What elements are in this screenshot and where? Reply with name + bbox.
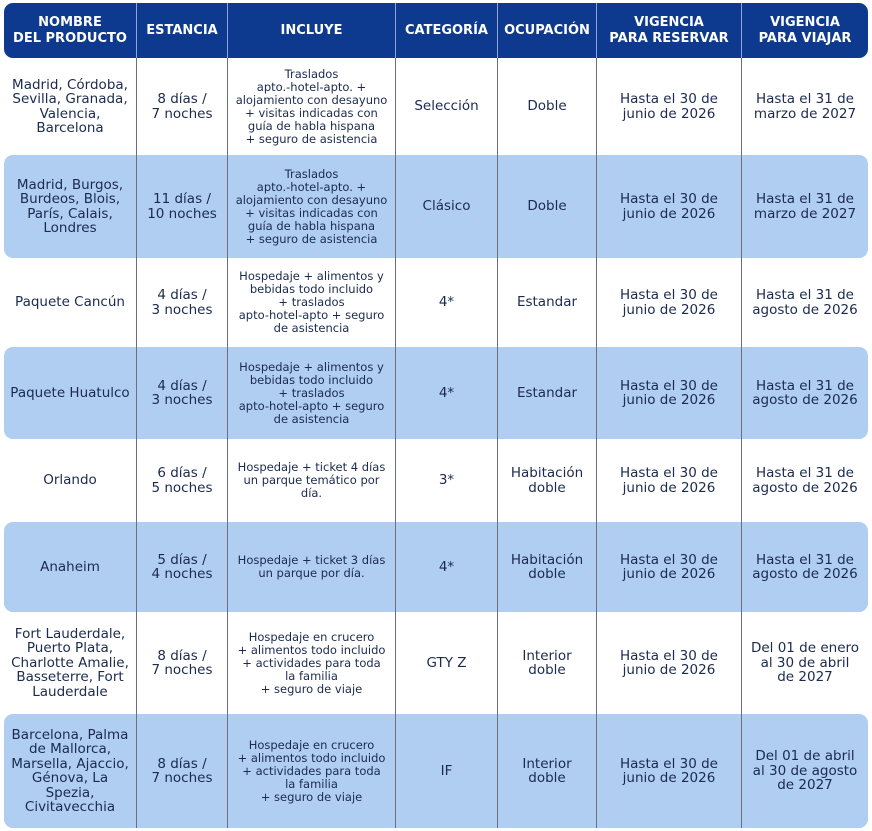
text-line: de Mallorca, bbox=[28, 741, 112, 757]
cell-text bbox=[439, 473, 454, 488]
category-cell bbox=[395, 258, 497, 347]
cell-text bbox=[620, 92, 718, 121]
text-line: Paquete Cancún bbox=[15, 294, 125, 311]
cell-text bbox=[441, 764, 453, 779]
text-line: VIGENCIA bbox=[770, 14, 840, 30]
product-name-cell bbox=[4, 522, 136, 612]
text-line: 10 noches bbox=[147, 205, 217, 222]
cell-text bbox=[236, 168, 388, 246]
occupancy-cell bbox=[497, 714, 596, 828]
cell-text bbox=[426, 656, 466, 671]
text-line: doble bbox=[528, 662, 566, 678]
text-line: agosto de 2026 bbox=[752, 392, 858, 408]
cell-text bbox=[439, 560, 454, 575]
header-product-name bbox=[4, 3, 136, 58]
cell-text bbox=[236, 68, 388, 146]
cell-text bbox=[753, 749, 858, 793]
text-line: bebidas todo incluido bbox=[249, 372, 374, 387]
product-name-cell bbox=[4, 439, 136, 522]
occupancy-cell bbox=[497, 347, 596, 439]
text-line: Habitación bbox=[510, 551, 584, 568]
stay-cell bbox=[136, 439, 227, 522]
product-name-cell bbox=[4, 612, 136, 714]
cell-text bbox=[151, 379, 212, 408]
cell-text bbox=[13, 15, 127, 47]
cell-text bbox=[12, 78, 128, 136]
includes-cell bbox=[227, 612, 395, 714]
header-includes bbox=[227, 3, 395, 58]
occupancy-cell bbox=[497, 258, 596, 347]
text-line: 3 noches bbox=[151, 301, 213, 318]
text-line: de 2027 bbox=[777, 777, 833, 794]
text-line: Civitavecchia bbox=[24, 799, 116, 815]
text-line: + actividades para toda bbox=[242, 655, 381, 670]
text-line: apto.-hotel-apto. + bbox=[256, 79, 367, 94]
table-header bbox=[4, 3, 868, 58]
table-row bbox=[4, 58, 868, 155]
text-line: Puerto Plata, bbox=[26, 640, 114, 657]
text-line: Burdeos, Blois, bbox=[19, 191, 121, 207]
occupancy-cell bbox=[497, 522, 596, 612]
text-line: Barcelona, Palma bbox=[11, 726, 129, 743]
cell-text bbox=[15, 295, 125, 310]
text-line: + actividades para toda bbox=[242, 763, 381, 778]
header-category bbox=[395, 3, 497, 58]
text-line: Fort Lauderdale, bbox=[14, 625, 126, 642]
text-line: Madrid, Burgos, bbox=[16, 176, 124, 193]
travel-validity-cell bbox=[741, 155, 868, 258]
cell-text bbox=[11, 627, 129, 700]
cell-text bbox=[751, 641, 859, 685]
cell-text bbox=[239, 361, 385, 426]
text-line: 8 días / bbox=[157, 91, 207, 107]
stay-cell bbox=[136, 522, 227, 612]
text-line: doble bbox=[528, 566, 566, 582]
text-line: + seguro de viaje bbox=[260, 681, 363, 696]
text-line: DEL PRODUCTO bbox=[13, 30, 127, 46]
cell-text bbox=[151, 649, 212, 678]
booking-validity-cell bbox=[596, 58, 741, 155]
text-line: 4 días / bbox=[157, 377, 207, 394]
text-line: 4* bbox=[438, 384, 455, 401]
cell-text bbox=[151, 553, 212, 582]
includes-cell bbox=[227, 347, 395, 439]
text-line: Sevilla, Granada, bbox=[12, 91, 128, 107]
text-line: al 30 de agosto bbox=[752, 762, 858, 779]
text-line: 7 noches bbox=[151, 105, 213, 122]
text-line: Hospedaje + alimentos y bbox=[239, 359, 384, 374]
text-line: día. bbox=[300, 486, 323, 500]
cell-text bbox=[146, 23, 217, 39]
text-line: 5 días / bbox=[157, 551, 207, 568]
text-line: Hospedaje + ticket 4 días bbox=[237, 460, 386, 474]
stay-cell bbox=[136, 155, 227, 258]
product-name-cell bbox=[4, 58, 136, 155]
text-line: París, Calais, bbox=[27, 205, 113, 222]
product-table bbox=[4, 3, 868, 828]
stay-cell bbox=[136, 714, 227, 828]
text-line: OCUPACIÓN bbox=[504, 22, 590, 38]
cell-text bbox=[43, 473, 97, 488]
text-line: de asistencia bbox=[273, 411, 350, 426]
text-line: apto-hotel-apto + seguro bbox=[238, 398, 385, 413]
booking-validity-cell bbox=[596, 347, 741, 439]
text-line: 7 noches bbox=[151, 770, 213, 786]
text-line: Del 01 de enero bbox=[750, 640, 860, 657]
text-line: 5 noches bbox=[151, 479, 213, 496]
cell-text bbox=[511, 553, 583, 582]
product-name-cell bbox=[4, 155, 136, 258]
text-line: bebidas todo incluido bbox=[249, 282, 374, 296]
text-line: 3* bbox=[438, 472, 455, 489]
booking-validity-cell bbox=[596, 258, 741, 347]
text-line: Spezia, bbox=[45, 784, 95, 801]
cell-text bbox=[504, 23, 590, 39]
cell-text bbox=[239, 270, 385, 335]
text-line: Hasta el 30 de bbox=[619, 551, 718, 568]
category-cell bbox=[395, 522, 497, 612]
includes-cell bbox=[227, 439, 395, 522]
travel-validity-cell bbox=[741, 612, 868, 714]
text-line: Hospedaje + alimentos y bbox=[239, 269, 384, 283]
text-line: 8 días / bbox=[157, 755, 207, 772]
occupancy-cell bbox=[497, 439, 596, 522]
text-line: + alimentos todo incluido bbox=[237, 750, 386, 765]
text-line: Selección bbox=[414, 98, 479, 115]
text-line: junio de 2026 bbox=[622, 770, 716, 786]
text-line: Hasta el 31 de bbox=[755, 91, 854, 107]
cell-text bbox=[522, 757, 571, 786]
text-line: junio de 2026 bbox=[622, 105, 716, 122]
text-line: Clásico bbox=[422, 198, 471, 215]
cell-text bbox=[405, 23, 488, 39]
occupancy-cell bbox=[497, 58, 596, 155]
text-line: PARA RESERVAR bbox=[609, 30, 729, 46]
text-line: + seguro de viaje bbox=[260, 789, 363, 804]
category-cell bbox=[395, 58, 497, 155]
text-line: Hasta el 31 de bbox=[755, 191, 854, 207]
text-line: IF bbox=[440, 762, 453, 779]
travel-validity-cell bbox=[741, 58, 868, 155]
header-stay bbox=[136, 3, 227, 58]
cell-text bbox=[151, 288, 212, 317]
text-line: apto-hotel-apto + seguro bbox=[238, 308, 385, 322]
text-line: un parque por día. bbox=[258, 566, 365, 580]
text-line: 4 días / bbox=[157, 287, 207, 303]
text-line: al 30 de abril bbox=[760, 654, 850, 671]
cell-text bbox=[281, 23, 343, 39]
cell-text bbox=[11, 728, 129, 815]
cell-text bbox=[439, 295, 454, 310]
includes-cell bbox=[227, 522, 395, 612]
text-line: 4 noches bbox=[151, 566, 213, 582]
cell-text bbox=[754, 192, 856, 221]
table-row bbox=[4, 522, 868, 612]
stay-cell bbox=[136, 258, 227, 347]
text-line: ESTANCIA bbox=[146, 22, 218, 38]
text-line: junio de 2026 bbox=[622, 301, 716, 318]
text-line: alojamiento con desayuno bbox=[235, 92, 388, 107]
text-line: marzo de 2027 bbox=[753, 205, 857, 222]
text-line: Madrid, Córdoba, bbox=[12, 76, 128, 93]
category-cell bbox=[395, 347, 497, 439]
text-line: + alimentos todo incluido bbox=[237, 642, 386, 657]
cell-text bbox=[147, 192, 217, 221]
text-line: guía de habla hispana bbox=[247, 218, 376, 233]
text-line: Traslados bbox=[284, 66, 339, 81]
text-line: un parque temático por bbox=[243, 473, 380, 487]
cell-text bbox=[517, 386, 577, 401]
cell-text bbox=[10, 386, 129, 401]
cell-text bbox=[609, 15, 728, 47]
text-line: Hasta el 30 de bbox=[619, 465, 718, 481]
product-name-cell bbox=[4, 258, 136, 347]
text-line: Hasta el 31 de bbox=[755, 287, 854, 303]
booking-validity-cell bbox=[596, 714, 741, 828]
text-line: la familia bbox=[285, 668, 338, 683]
table-row bbox=[4, 439, 868, 522]
text-line: agosto de 2026 bbox=[752, 479, 858, 496]
text-line: Paquete Huatulco bbox=[10, 384, 130, 401]
header-booking-validity bbox=[596, 3, 741, 58]
text-line: 11 días / bbox=[153, 191, 211, 207]
includes-cell bbox=[227, 714, 395, 828]
text-line: + seguro de asistencia bbox=[245, 131, 378, 146]
text-line: guía de habla hispana bbox=[247, 118, 376, 133]
cell-text bbox=[238, 461, 386, 500]
text-line: Hasta el 31 de bbox=[755, 377, 854, 394]
text-line: Hasta el 30 de bbox=[619, 647, 718, 664]
text-line: Interior bbox=[522, 647, 572, 664]
booking-validity-cell bbox=[596, 155, 741, 258]
cell-text bbox=[238, 739, 386, 804]
cell-text bbox=[620, 757, 718, 786]
text-line: de 2027 bbox=[777, 669, 833, 686]
text-line: + seguro de asistencia bbox=[245, 231, 378, 246]
text-line: GTY Z bbox=[426, 654, 467, 671]
text-line: Hospedaje en crucero bbox=[248, 737, 375, 752]
text-line: 4* bbox=[438, 558, 455, 575]
text-line: Valencia, bbox=[39, 105, 101, 122]
cell-text bbox=[414, 99, 478, 114]
category-cell bbox=[395, 612, 497, 714]
text-line: Londres bbox=[43, 220, 97, 236]
cell-text bbox=[40, 560, 100, 575]
text-line: Traslados bbox=[284, 166, 339, 181]
text-line: + visitas indicadas con bbox=[245, 105, 378, 120]
text-line: 8 días / bbox=[157, 647, 207, 664]
text-line: Hospedaje + ticket 3 días bbox=[237, 553, 386, 567]
travel-validity-cell bbox=[741, 258, 868, 347]
text-line: agosto de 2026 bbox=[752, 566, 858, 582]
cell-text bbox=[620, 192, 718, 221]
cell-text bbox=[620, 553, 718, 582]
cell-text bbox=[17, 178, 123, 236]
text-line: junio de 2026 bbox=[622, 205, 716, 222]
text-line: Hasta el 31 de bbox=[755, 465, 854, 481]
text-line: + traslados bbox=[278, 295, 345, 309]
travel-validity-cell bbox=[741, 439, 868, 522]
text-line: Doble bbox=[527, 198, 567, 215]
text-line: Interior bbox=[522, 755, 572, 772]
cell-text bbox=[238, 631, 386, 696]
text-line: 6 días / bbox=[157, 465, 207, 481]
text-line: la familia bbox=[285, 776, 338, 791]
text-line: Orlando bbox=[43, 472, 97, 489]
cell-text bbox=[752, 379, 858, 408]
text-line: alojamiento con desayuno bbox=[235, 192, 388, 207]
text-line: Génova, La bbox=[31, 770, 109, 786]
stay-cell bbox=[136, 347, 227, 439]
text-line: Habitación bbox=[510, 465, 584, 481]
cell-text bbox=[511, 466, 583, 495]
cell-text bbox=[752, 466, 858, 495]
text-line: Hasta el 30 de bbox=[619, 191, 718, 207]
table-row bbox=[4, 714, 868, 828]
text-line: de asistencia bbox=[273, 321, 350, 335]
text-line: + visitas indicadas con bbox=[245, 205, 378, 220]
header-occupancy bbox=[497, 3, 596, 58]
text-line: doble bbox=[528, 479, 566, 496]
occupancy-cell bbox=[497, 155, 596, 258]
cell-text bbox=[754, 92, 856, 121]
travel-validity-cell bbox=[741, 347, 868, 439]
cell-text bbox=[620, 649, 718, 678]
table-row bbox=[4, 612, 868, 714]
text-line: apto.-hotel-apto. + bbox=[256, 179, 367, 194]
text-line: 7 noches bbox=[151, 662, 213, 678]
includes-cell bbox=[227, 155, 395, 258]
booking-validity-cell bbox=[596, 522, 741, 612]
booking-validity-cell bbox=[596, 439, 741, 522]
text-line: junio de 2026 bbox=[622, 479, 716, 496]
text-line: Estandar bbox=[516, 294, 578, 311]
table-row bbox=[4, 155, 868, 258]
booking-validity-cell bbox=[596, 612, 741, 714]
text-line: Hasta el 30 de bbox=[619, 287, 718, 303]
product-name-cell bbox=[4, 347, 136, 439]
travel-validity-cell bbox=[741, 522, 868, 612]
text-line: junio de 2026 bbox=[622, 662, 716, 678]
text-line: 4* bbox=[438, 294, 455, 311]
text-line: CATEGORÍA bbox=[405, 22, 488, 38]
cell-text bbox=[517, 295, 577, 310]
text-line: junio de 2026 bbox=[622, 566, 716, 582]
cell-text bbox=[759, 15, 852, 47]
text-line: VIGENCIA bbox=[634, 14, 704, 30]
cell-text bbox=[527, 199, 566, 214]
cell-text bbox=[151, 92, 212, 121]
stay-cell bbox=[136, 612, 227, 714]
text-line: Basseterre, Fort bbox=[16, 669, 124, 686]
cell-text bbox=[151, 466, 212, 495]
cell-text bbox=[620, 379, 718, 408]
text-line: Hospedaje en crucero bbox=[248, 629, 375, 644]
cell-text bbox=[238, 554, 386, 580]
text-line: NOMBRE bbox=[38, 14, 102, 30]
stay-cell bbox=[136, 58, 227, 155]
text-line: marzo de 2027 bbox=[753, 105, 857, 122]
product-name-cell bbox=[4, 714, 136, 828]
category-cell bbox=[395, 155, 497, 258]
text-line: Del 01 de abril bbox=[755, 748, 855, 765]
text-line: Hasta el 31 de bbox=[755, 551, 854, 568]
travel-validity-cell bbox=[741, 714, 868, 828]
text-line: agosto de 2026 bbox=[752, 301, 858, 318]
cell-text bbox=[752, 553, 858, 582]
text-line: Hasta el 30 de bbox=[619, 755, 718, 772]
cell-text bbox=[151, 757, 212, 786]
text-line: Lauderdale bbox=[32, 683, 108, 700]
text-line: doble bbox=[528, 770, 566, 786]
header-travel-validity bbox=[741, 3, 868, 58]
cell-text bbox=[522, 649, 571, 678]
text-line: Estandar bbox=[516, 384, 578, 401]
category-cell bbox=[395, 714, 497, 828]
text-line: Hasta el 30 de bbox=[619, 91, 718, 107]
cell-text bbox=[439, 386, 454, 401]
text-line: junio de 2026 bbox=[622, 392, 716, 408]
text-line: Charlotte Amalie, bbox=[11, 654, 129, 671]
category-cell bbox=[395, 439, 497, 522]
table-row bbox=[4, 258, 868, 347]
text-line: Doble bbox=[527, 98, 567, 115]
occupancy-cell bbox=[497, 612, 596, 714]
text-line: PARA VIAJAR bbox=[758, 30, 852, 46]
text-line: + traslados bbox=[278, 385, 345, 400]
includes-cell bbox=[227, 258, 395, 347]
includes-cell bbox=[227, 58, 395, 155]
text-line: Hasta el 30 de bbox=[619, 377, 718, 394]
text-line: INCLUYE bbox=[280, 22, 343, 38]
text-line: Anaheim bbox=[40, 558, 100, 575]
text-line: Marsella, Ajaccio, bbox=[11, 755, 129, 772]
table-row bbox=[4, 347, 868, 439]
cell-text bbox=[620, 288, 718, 317]
cell-text bbox=[620, 466, 718, 495]
cell-text bbox=[752, 288, 858, 317]
cell-text bbox=[423, 199, 471, 214]
cell-text bbox=[527, 99, 566, 114]
text-line: Barcelona bbox=[36, 120, 104, 136]
text-line: 3 noches bbox=[151, 392, 213, 408]
